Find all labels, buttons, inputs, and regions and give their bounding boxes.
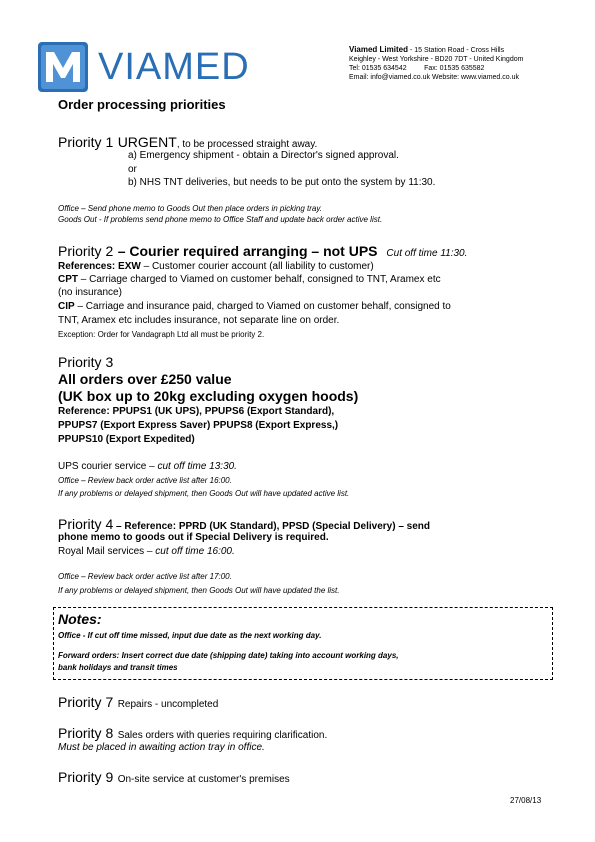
priority-4-royal-cutoff: – cut off time 16:00. — [144, 546, 235, 557]
priority-3-ups — [58, 461, 237, 472]
priority-3-ref-3: PPUPS10 (Export Expedited) — [58, 434, 195, 445]
logo-text: VIAMED — [98, 46, 250, 88]
priority-8-desc: Sales orders with queries requiring clarification. — [117, 730, 328, 741]
priority-3-line-2: (UK box up to 20kg excluding oxygen hoods) — [58, 388, 359, 404]
notes-forward-2: bank holidays and transit times — [58, 663, 178, 672]
priority-1-or: or — [128, 164, 137, 175]
priority-2-title: – Courier required arranging – not UPS — [117, 243, 378, 259]
priority-2-cip-desc-2: TNT, Aramex etc includes insurance, not separate line on order. — [58, 315, 340, 326]
notes-forward: Forward orders: Insert correct due date (shipping date) taking into account working days, — [58, 651, 399, 660]
priority-9-desc: On-site service at customer's premises — [117, 774, 290, 785]
priority-4-royal — [58, 546, 235, 557]
priority-4-royal-label: Royal Mail services — [58, 546, 145, 557]
viamed-logo-mark-icon — [38, 42, 88, 92]
notes-title: Notes: — [58, 611, 102, 627]
priority-3-line-1: All orders over £250 value — [58, 371, 232, 387]
priority-2-exw: EXW — [118, 261, 141, 272]
priority-2-cpt-desc-2: (no insurance) — [58, 287, 122, 298]
priority-1-a: a) Emergency shipment - obtain a Director's signed approval. — [128, 150, 399, 161]
footer-date: 27/08/13 — [510, 796, 542, 805]
priority-8-heading — [58, 725, 327, 743]
company-name: Viamed Limited — [349, 45, 408, 54]
page-title: Order processing priorities — [58, 97, 226, 112]
priority-1-desc: , to be processed straight away. — [176, 139, 318, 150]
notes-office: Office - If cut off time missed, input due date as the next working day. — [58, 631, 322, 640]
priority-3-ups-cutoff: – cut off time 13:30. — [146, 461, 237, 472]
priority-7-desc: Repairs - uncompleted — [117, 699, 219, 710]
priority-4-problems: If any problems or delayed shipment, then Goods Out will have updated the list. — [58, 586, 340, 595]
priority-2-refs-label: References: — [58, 261, 116, 272]
priority-4-office: Office – Review back order active list after 17:00. — [58, 572, 232, 581]
priority-2-exception: Exception: Order for Vandagraph Ltd all must be priority 2. — [58, 330, 265, 339]
priority-9-heading — [58, 769, 290, 787]
viamed-logo — [38, 42, 278, 98]
priority-8-label: Priority 8 — [58, 725, 114, 741]
priority-3-ref-1: Reference: PPUPS1 (UK UPS), PPUPS6 (Export Standard), — [58, 406, 335, 417]
company-email-web: Email: info@viamed.co.uk Website: www.viamed.co.uk — [349, 74, 519, 81]
priority-3-ups-label: UPS courier service — [58, 461, 147, 472]
company-address: - 15 Station Road - Cross Hills — [409, 47, 505, 54]
priority-4-label: Priority 4 — [58, 516, 114, 532]
company-address-2: Keighley - West Yorkshire - BD20 7DT - United Kingdom — [349, 56, 524, 63]
priority-1-goods: Goods Out - If problems send phone memo to Office Staff and update back order active list. — [58, 215, 383, 224]
priority-9-label: Priority 9 — [58, 769, 114, 785]
priority-2-heading — [58, 243, 467, 261]
priority-1-office: Office – Send phone memo to Goods Out then place orders in picking tray. — [58, 204, 322, 213]
priority-2-cpt-label: CPT — [58, 274, 78, 285]
priority-2-refs — [58, 261, 374, 272]
priority-1-urgent: URGENT — [117, 134, 177, 150]
priority-2-cutoff: Cut off time 11:30. — [386, 248, 468, 259]
priority-4-ref-2: phone memo to goods out if Special Delivery is required. — [58, 532, 329, 543]
priority-2-cpt-desc: – Carriage charged to Viamed on customer behalf, consigned to TNT, Aramex etc — [80, 274, 441, 285]
company-header — [349, 45, 589, 82]
priority-2-exw-desc: – Customer courier account (all liability to customer) — [143, 261, 374, 272]
priority-3-office: Office – Review back order active list after 16:00. — [58, 476, 232, 485]
priority-3-problems: If any problems or delayed shipment, then Goods Out will have updated active list. — [58, 489, 350, 498]
priority-4-ref: – Reference: PPRD (UK Standard), PPSD (Special Delivery) – send — [113, 521, 431, 532]
priority-2-cip-desc: – Carriage and insurance paid, charged to Viamed on customer behalf, consigned to — [77, 301, 451, 312]
company-tel: Tel: 01535 634542 — [349, 65, 407, 72]
priority-1-label: Priority 1 — [58, 134, 114, 150]
priority-3-label: Priority 3 — [58, 354, 114, 370]
priority-2-cip — [58, 301, 451, 312]
priority-7-heading — [58, 694, 218, 712]
priority-8-desc-2: Must be placed in awaiting action tray in office. — [58, 742, 265, 753]
priority-1-b: b) NHS TNT deliveries, but needs to be put onto the system by 11:30. — [128, 177, 436, 188]
priority-7-label: Priority 7 — [58, 694, 114, 710]
priority-2-cpt — [58, 274, 441, 285]
priority-3-ref-2: PPUPS7 (Export Express Saver) PPUPS8 (Export Express,) — [58, 420, 339, 431]
priority-2-label: Priority 2 — [58, 243, 114, 259]
company-fax: Fax: 01535 635582 — [424, 65, 485, 72]
priority-2-cip-label: CIP — [58, 301, 75, 312]
